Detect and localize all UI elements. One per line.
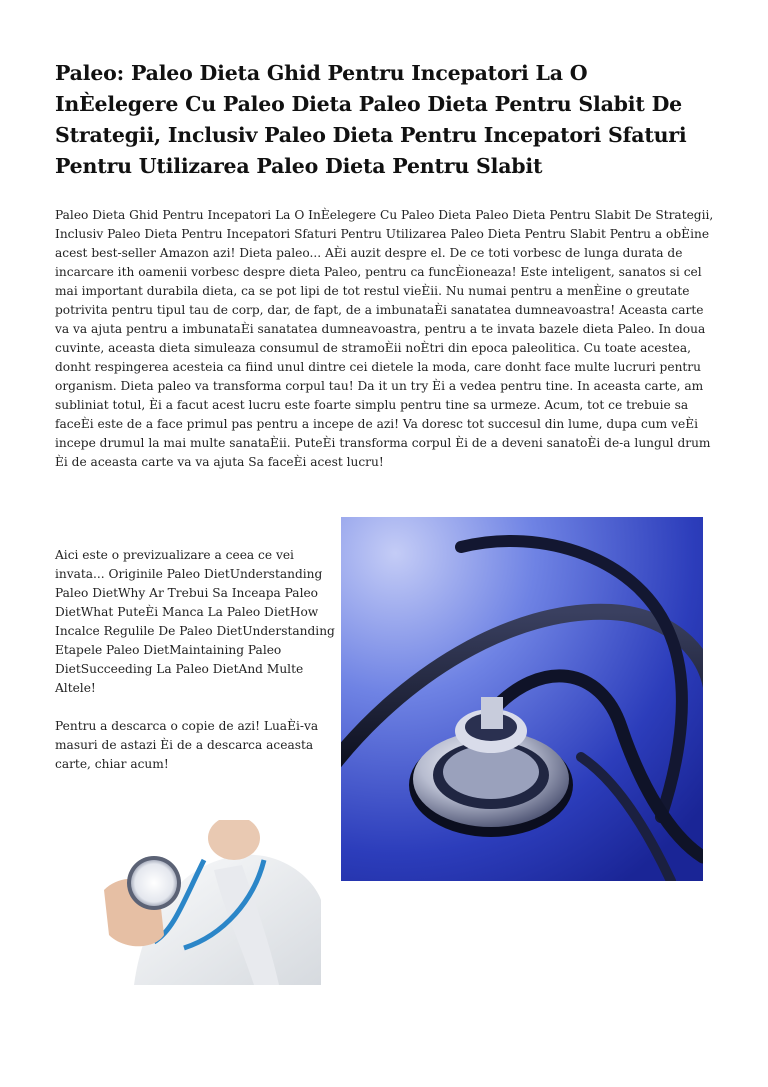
stethoscope-icon [341, 517, 703, 881]
stethoscope-image [341, 517, 703, 881]
doctor-image [64, 820, 321, 985]
doctor-icon [64, 820, 321, 985]
download-paragraph: Pentru a descarca o copie de azi! LuaÈi-va masuri de astazi Èi de a descarca aceasta carte, chiar acum! [55, 719, 319, 771]
description-paragraph: Paleo Dieta Ghid Pentru Incepatori La O InÈelegere Cu Paleo Dieta Paleo Dieta Pentru Slabit De Strategii, Inclusiv Paleo Dieta Pentru Incepatori Sfaturi Pentru Utilizarea Paleo Dieta Pentru Slabit Pentru a obÈine acest best-seller Amazon azi! Dieta paleo... AÈi auzit despre el. De ce toti vorbesc de lunga durata de incarcare ith oamenii vorbesc despre dieta Paleo, pentru ca funcÈioneaza! Este inteligent, sanatos si cel mai important durabila dieta, ca se pot lipi de tot restul vieÈii. Nu numai pentru a menÈine o greutate potrivita pentru tipul tau de corp, dar, de fapt, de a imbunataÈi sanatatea dumneavoastra! Aceasta carte va va ajuta pentru a imbunataÈi sanatatea dumneavoastra, pentru a te invata bazele dieta Paleo. In doua cuvinte, aceasta dieta simuleaza consumul de stramoÈii noÈtri din epoca paleolitica. Cu toate acestea, donht respingerea acesteia ca fiind unul dintre cei dietele la moda, care donht face multe lucruri pentru organism. Dieta paleo va transforma corpul tau! Da it un try Èi a vedea pentru tine. In aceasta carte, am subliniat totul, Èi a facut acest lucru este foarte simplu pentru tine sa urmeze. Acum, tot ce trebuie sa faceÈi este de a face primul pas pentru a incepe de azi! Va doresc tot succesul din lume, dupa cum veÈi incepe drumul la mai multe sanataÈii. PuteÈi transforma corpul Èi de a deveni sanatoÈi de-a lungul drum Èi de aceasta carte va va ajuta Sa faceÈi acest lucru! [55, 208, 714, 469]
preview-column [55, 546, 335, 793]
preview-paragraph: Aici este o previzualizare a ceea ce vei invata... Originile Paleo DietUnderstanding Paleo DietWhy Ar Trebui Sa Inceapa Paleo DietWhat PuteÈi Manca La Paleo DietHow Incalce Regulile De Paleo DietUnderstanding Etapele Paleo DietMaintaining Paleo DietSucceeding La Paleo DietAnd Multe Altele! [55, 548, 335, 695]
document-title: Paleo: Paleo Dieta Ghid Pentru Incepatori La O InÈelegere Cu Paleo Dieta Paleo Dieta Pentru Slabit De Strategii, Inclusiv Paleo Dieta Pentru Incepatori Sfaturi Pentru Utilizarea Paleo Dieta Pentru Slabit [55, 61, 687, 178]
